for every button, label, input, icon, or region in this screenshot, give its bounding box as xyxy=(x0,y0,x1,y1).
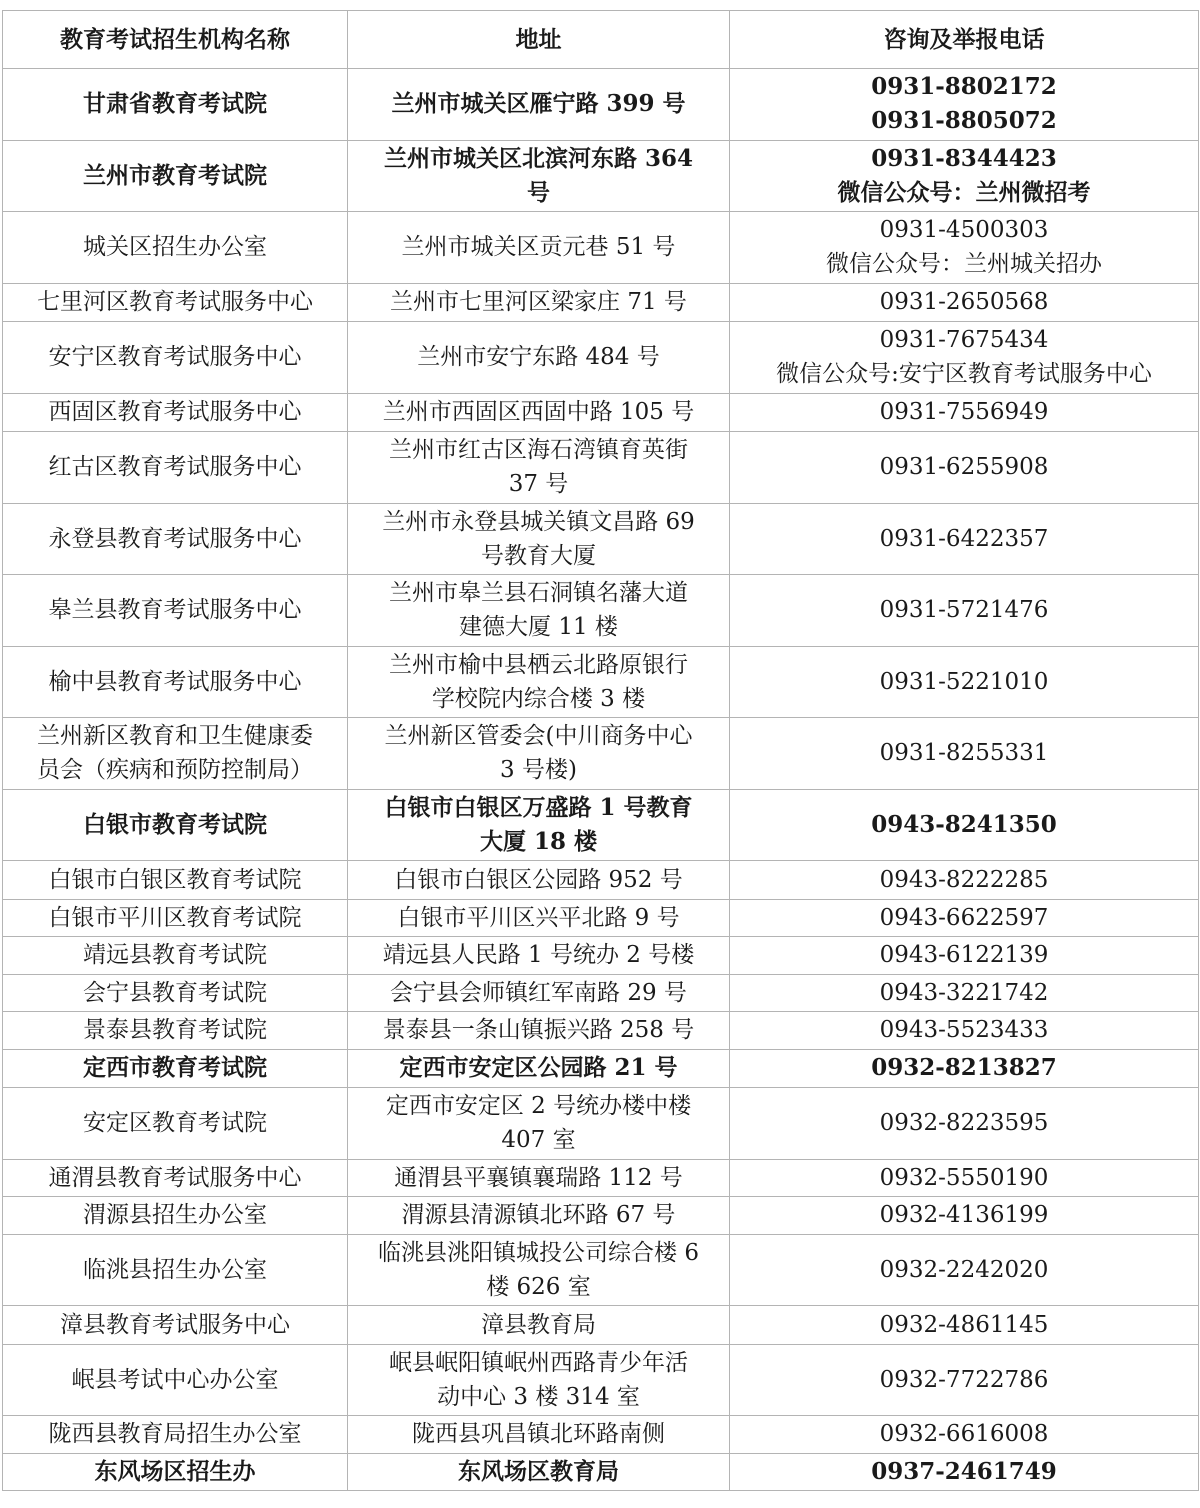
cell-address xyxy=(348,212,730,284)
table-row xyxy=(3,789,1199,861)
table-row xyxy=(3,283,1199,322)
cell-phone-line: 0931-2650568 xyxy=(879,289,1049,316)
cell-phone-line: 0943-6622597 xyxy=(879,904,1049,931)
cell-name-line: 永登县教育考试服务中心 xyxy=(48,525,302,552)
cell-phone xyxy=(730,1344,1199,1416)
cell-address xyxy=(348,503,730,575)
cell-address xyxy=(348,1234,730,1306)
cell-phone xyxy=(730,432,1199,504)
cell-phone-line: 0931-6422357 xyxy=(879,525,1049,552)
cell-address-line: 号教育大厦 xyxy=(481,542,596,569)
cell-address-line: 景泰县一条山镇振兴路 258 号 xyxy=(382,1017,695,1044)
cell-name xyxy=(3,575,348,647)
table-row xyxy=(3,69,1199,141)
cell-phone-line: 0932-8213827 xyxy=(871,1054,1057,1082)
cell-address-line: 号 xyxy=(527,178,550,206)
cell-phone-line: 0943-8241350 xyxy=(871,810,1057,838)
cell-phone xyxy=(730,575,1199,647)
table-row xyxy=(3,937,1199,975)
cell-name-line: 红古区教育考试服务中心 xyxy=(48,454,302,481)
cell-address-line: 兰州市红古区海石湾镇育英街 xyxy=(389,437,688,464)
table-row xyxy=(3,1012,1199,1050)
cell-address xyxy=(348,1088,730,1160)
cell-name-line: 景泰县教育考试院 xyxy=(83,1017,267,1044)
cell-phone xyxy=(730,861,1199,900)
cell-name-line: 城关区招生办公室 xyxy=(83,234,267,261)
cell-name xyxy=(3,1344,348,1416)
cell-address-line: 通渭县平襄镇襄瑞路 112 号 xyxy=(394,1164,683,1191)
cell-address-line: 白银市平川区兴平北路 9 号 xyxy=(397,904,680,931)
cell-address-line: 兰州市城关区雁宁路 399 号 xyxy=(391,90,686,118)
table-row xyxy=(3,1159,1199,1197)
cell-phone xyxy=(730,283,1199,322)
table-row xyxy=(3,1344,1199,1416)
cell-name-line: 西固区教育考试服务中心 xyxy=(48,399,302,426)
cell-address-line: 兰州新区管委会(中川商务中心 xyxy=(384,723,693,750)
cell-phone-line: 0932-2242020 xyxy=(879,1256,1049,1283)
cell-phone xyxy=(730,937,1199,975)
cell-address xyxy=(348,1159,730,1197)
cell-address xyxy=(348,789,730,861)
cell-phone xyxy=(730,1197,1199,1235)
cell-phone-line: 0932-8223595 xyxy=(879,1110,1049,1137)
cell-address xyxy=(348,1012,730,1050)
cell-address xyxy=(348,1344,730,1416)
cell-name-line: 临洮县招生办公室 xyxy=(83,1256,267,1283)
table-row xyxy=(3,1049,1199,1088)
cell-address-line: 动中心 3 楼 314 室 xyxy=(437,1383,640,1410)
cell-phone-line: 0931-7556949 xyxy=(879,399,1049,426)
cell-name-line: 东风场区招生办 xyxy=(94,1457,256,1485)
header-name: 教育考试招生机构名称 xyxy=(3,11,348,69)
cell-name-line: 会宁县教育考试院 xyxy=(83,979,267,1006)
cell-phone-line: 0931-7675434 xyxy=(879,327,1049,354)
cell-address-line: 大厦 18 楼 xyxy=(479,827,598,855)
table-row xyxy=(3,1234,1199,1306)
cell-name-line: 安宁区教育考试服务中心 xyxy=(48,344,302,371)
cell-name-line: 兰州市教育考试院 xyxy=(83,161,267,189)
cell-name xyxy=(3,1306,348,1345)
cell-phone xyxy=(730,69,1199,141)
cell-address-line: 兰州市榆中县栖云北路原银行 xyxy=(389,651,688,678)
cell-phone xyxy=(730,1306,1199,1345)
cell-address-line: 兰州市西固区西固中路 105 号 xyxy=(382,399,695,426)
cell-address xyxy=(348,1416,730,1454)
cell-name xyxy=(3,69,348,141)
cell-address xyxy=(348,861,730,900)
cell-name xyxy=(3,1159,348,1197)
table-row xyxy=(3,861,1199,900)
cell-phone-line: 0943-8222285 xyxy=(879,866,1049,893)
table-row xyxy=(3,212,1199,284)
cell-name-line: 安定区教育考试院 xyxy=(83,1110,267,1137)
cell-address-line: 定西市安定区 2 号统办楼中楼 xyxy=(385,1093,692,1120)
cell-address-line: 兰州市安宁东路 484 号 xyxy=(417,344,660,371)
cell-phone xyxy=(730,1453,1199,1491)
table-row xyxy=(3,1453,1199,1491)
cell-address-line: 陇西县巩昌镇北环路南侧 xyxy=(412,1421,665,1448)
cell-phone xyxy=(730,1159,1199,1197)
cell-address-line: 岷县岷阳镇岷州西路青少年活 xyxy=(389,1349,688,1376)
cell-name xyxy=(3,1049,348,1088)
cell-address-line: 兰州市七里河区梁家庄 71 号 xyxy=(390,289,687,316)
cell-name-line: 白银市白银区教育考试院 xyxy=(48,866,302,893)
cell-phone-line: 0931-4500303 xyxy=(879,217,1049,244)
cell-name xyxy=(3,861,348,900)
cell-phone xyxy=(730,322,1199,394)
cell-address-line: 兰州市城关区贡元巷 51 号 xyxy=(401,234,676,261)
cell-name-line: 员会（疾病和预防控制局） xyxy=(37,757,313,784)
cell-phone xyxy=(730,212,1199,284)
header-phone: 咨询及举报电话 xyxy=(730,11,1199,69)
table-row xyxy=(3,974,1199,1012)
table-row xyxy=(3,1088,1199,1160)
cell-address-line: 白银市白银区公园路 952 号 xyxy=(394,866,683,893)
cell-address xyxy=(348,322,730,394)
table-row xyxy=(3,140,1199,212)
cell-address xyxy=(348,283,730,322)
cell-phone-line: 0931-8344423 xyxy=(871,144,1057,172)
table-body xyxy=(3,69,1199,1491)
cell-address xyxy=(348,1453,730,1491)
cell-name xyxy=(3,393,348,432)
cell-name xyxy=(3,1012,348,1050)
cell-address-line: 楼 626 室 xyxy=(486,1273,591,1300)
header-address: 地址 xyxy=(348,11,730,69)
cell-phone-line: 0931-8255331 xyxy=(879,740,1049,767)
cell-phone-line: 0931-6255908 xyxy=(879,454,1049,481)
cell-name xyxy=(3,212,348,284)
cell-address xyxy=(348,974,730,1012)
cell-name xyxy=(3,899,348,937)
cell-phone xyxy=(730,1012,1199,1050)
table-row xyxy=(3,646,1199,718)
cell-address-line: 白银市白银区万盛路 1 号教育 xyxy=(384,793,693,821)
cell-name xyxy=(3,432,348,504)
cell-phone xyxy=(730,789,1199,861)
cell-phone-line: 0932-6616008 xyxy=(879,1421,1049,1448)
cell-name xyxy=(3,1197,348,1235)
table-row xyxy=(3,1306,1199,1345)
cell-name-line: 通渭县教育考试服务中心 xyxy=(48,1164,302,1191)
cell-name-line: 榆中县教育考试服务中心 xyxy=(48,668,302,695)
cell-address xyxy=(348,575,730,647)
cell-phone-line: 0932-5550190 xyxy=(879,1164,1049,1191)
table-row xyxy=(3,1197,1199,1235)
cell-name-line: 兰州新区教育和卫生健康委 xyxy=(37,723,313,750)
cell-address-line: 靖远县人民路 1 号统办 2 号楼 xyxy=(382,942,695,969)
cell-name xyxy=(3,1416,348,1454)
cell-name xyxy=(3,1088,348,1160)
cell-phone-line: 0932-4861145 xyxy=(879,1311,1049,1338)
cell-address-line: 3 号楼) xyxy=(500,757,577,784)
cell-address-line: 兰州市皋兰县石洞镇名藩大道 xyxy=(389,580,688,607)
cell-name xyxy=(3,283,348,322)
cell-phone-line: 0937-2461749 xyxy=(871,1457,1057,1485)
cell-name-line: 靖远县教育考试院 xyxy=(83,942,267,969)
cell-name xyxy=(3,1234,348,1306)
cell-name xyxy=(3,646,348,718)
cell-phone xyxy=(730,1049,1199,1088)
cell-phone-line: 0932-7722786 xyxy=(879,1366,1049,1393)
cell-address-line: 37 号 xyxy=(508,471,569,498)
cell-phone xyxy=(730,899,1199,937)
table-row xyxy=(3,899,1199,937)
institution-table xyxy=(2,10,1199,1491)
cell-address-line: 定西市安定区公园路 21 号 xyxy=(399,1054,678,1082)
table-row xyxy=(3,432,1199,504)
cell-phone xyxy=(730,646,1199,718)
cell-address xyxy=(348,646,730,718)
cell-phone-line: 0943-3221742 xyxy=(879,979,1049,1006)
cell-address xyxy=(348,1306,730,1345)
cell-phone xyxy=(730,1088,1199,1160)
cell-address xyxy=(348,1197,730,1235)
cell-address-line: 临洮县洮阳镇城投公司综合楼 6 xyxy=(378,1239,699,1266)
cell-address-line: 兰州市永登县城关镇文昌路 69 xyxy=(382,508,695,535)
cell-address xyxy=(348,140,730,212)
cell-address-line: 学校院内综合楼 3 楼 xyxy=(431,685,646,712)
cell-address xyxy=(348,432,730,504)
cell-phone xyxy=(730,1234,1199,1306)
cell-name-line: 白银市教育考试院 xyxy=(83,810,267,838)
cell-phone xyxy=(730,718,1199,790)
table-row xyxy=(3,718,1199,790)
cell-address xyxy=(348,937,730,975)
cell-address-line: 会宁县会师镇红军南路 29 号 xyxy=(390,979,687,1006)
cell-phone xyxy=(730,393,1199,432)
cell-phone-line: 0931-5721476 xyxy=(879,597,1049,624)
cell-address xyxy=(348,1049,730,1088)
cell-phone-line: 0931-8802172 xyxy=(871,73,1057,101)
table-row xyxy=(3,1416,1199,1454)
cell-name xyxy=(3,322,348,394)
cell-address xyxy=(348,899,730,937)
cell-name-line: 漳县教育考试服务中心 xyxy=(60,1311,290,1338)
table-row xyxy=(3,393,1199,432)
cell-address xyxy=(348,393,730,432)
header-row xyxy=(3,11,1199,69)
cell-phone-line: 微信公众号:安宁区教育考试服务中心 xyxy=(776,361,1152,388)
cell-address xyxy=(348,718,730,790)
cell-name xyxy=(3,1453,348,1491)
cell-name xyxy=(3,789,348,861)
cell-name-line: 皋兰县教育考试服务中心 xyxy=(48,597,302,624)
cell-phone-line: 0931-5221010 xyxy=(879,668,1049,695)
cell-address-line: 漳县教育局 xyxy=(481,1311,596,1338)
cell-phone-line: 微信公众号：兰州微招考 xyxy=(837,178,1091,206)
cell-phone xyxy=(730,1416,1199,1454)
cell-name xyxy=(3,140,348,212)
cell-name-line: 甘肃省教育考试院 xyxy=(83,90,267,118)
table-row xyxy=(3,322,1199,394)
cell-name-line: 白银市平川区教育考试院 xyxy=(48,904,302,931)
cell-name xyxy=(3,503,348,575)
cell-name-line: 定西市教育考试院 xyxy=(83,1054,267,1082)
cell-address-line: 东风场区教育局 xyxy=(458,1457,619,1485)
cell-address-line: 兰州市城关区北滨河东路 364 xyxy=(383,144,694,172)
cell-address-line: 407 室 xyxy=(501,1127,576,1154)
table-row xyxy=(3,575,1199,647)
cell-phone xyxy=(730,503,1199,575)
cell-address-line: 建德大厦 11 楼 xyxy=(459,614,618,641)
cell-phone-line: 0932-4136199 xyxy=(879,1202,1049,1229)
cell-name xyxy=(3,974,348,1012)
cell-name-line: 渭源县招生办公室 xyxy=(83,1202,267,1229)
cell-name-line: 陇西县教育局招生办公室 xyxy=(48,1421,302,1448)
cell-phone-line: 0931-8805072 xyxy=(871,107,1057,135)
cell-phone-line: 微信公众号：兰州城关招办 xyxy=(826,251,1102,278)
cell-name-line: 岷县考试中心办公室 xyxy=(71,1366,279,1393)
cell-phone-line: 0943-5523433 xyxy=(879,1017,1049,1044)
cell-phone xyxy=(730,140,1199,212)
cell-phone-line: 0943-6122139 xyxy=(879,942,1049,969)
table-row xyxy=(3,503,1199,575)
cell-phone xyxy=(730,974,1199,1012)
cell-name-line: 七里河区教育考试服务中心 xyxy=(37,289,313,316)
cell-name xyxy=(3,937,348,975)
cell-address xyxy=(348,69,730,141)
cell-address-line: 渭源县清源镇北环路 67 号 xyxy=(401,1202,676,1229)
cell-name xyxy=(3,718,348,790)
